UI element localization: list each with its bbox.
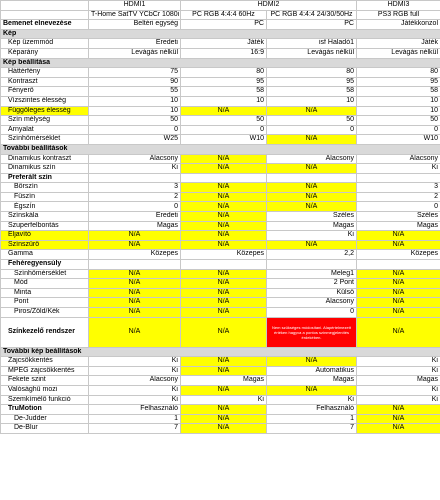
- value-cell: Ki: [89, 366, 181, 376]
- value-cell: N/A: [181, 405, 267, 415]
- table-row: [1, 106, 440, 116]
- value-cell: N/A: [181, 269, 267, 279]
- row-label: Gamma: [1, 250, 89, 260]
- value-cell: 10: [357, 106, 440, 116]
- value-cell: N/A: [357, 269, 440, 279]
- table-row: [1, 68, 440, 78]
- value-cell: [357, 260, 440, 270]
- value-cell: 50: [267, 116, 357, 126]
- value-cell: Ki: [89, 385, 181, 395]
- table-row: [1, 154, 440, 164]
- value-cell: Ki: [267, 231, 357, 241]
- row-label: Szín mélység: [1, 116, 89, 126]
- table-row: [1, 173, 440, 183]
- row-label: Fekete szint: [1, 376, 89, 386]
- value-cell: N/A: [181, 202, 267, 212]
- value-cell: W10: [357, 135, 440, 145]
- table-row: [1, 250, 440, 260]
- row-label: Valósághű mozi: [1, 385, 89, 395]
- value-cell: 95: [181, 77, 267, 87]
- value-cell: 3: [89, 183, 181, 193]
- value-cell: PC: [267, 20, 357, 30]
- value-cell: N/A: [357, 298, 440, 308]
- row-label: Fényerő: [1, 87, 89, 97]
- table-row: [1, 395, 440, 405]
- table-row: [1, 116, 440, 126]
- value-cell: 10: [181, 96, 267, 106]
- value-cell: N/A: [181, 414, 267, 424]
- row-label: Színhőmérséklet: [1, 269, 89, 279]
- value-cell: N/A: [357, 288, 440, 298]
- value-cell: N/A: [181, 366, 267, 376]
- subheader-cell-hdmi2-24hz: PC RGB 4:4:4 24/30/50Hz: [267, 10, 357, 20]
- value-cell: Ki: [89, 164, 181, 174]
- row-label: Szuperfelbontás: [1, 221, 89, 231]
- value-cell: Eredeti: [89, 39, 181, 49]
- value-cell: N/A: [181, 192, 267, 202]
- table-row: [1, 77, 440, 87]
- table-row: [1, 376, 440, 386]
- row-label: Színskála: [1, 212, 89, 222]
- value-cell: Játékkonzol: [357, 20, 440, 30]
- value-cell: N/A: [89, 288, 181, 298]
- value-cell: Ki: [267, 395, 357, 405]
- subheader-cell-hdmi2-60hz: PC RGB 4:4:4 60Hz: [181, 10, 267, 20]
- value-cell: N/A: [357, 424, 440, 434]
- header-cell-hdmi3: HDMI3: [357, 1, 440, 11]
- column-header-row: [1, 1, 440, 11]
- value-cell: N/A: [181, 288, 267, 298]
- value-cell: 2: [357, 192, 440, 202]
- value-cell: [267, 173, 357, 183]
- value-cell: N/A: [267, 357, 357, 367]
- value-cell: [181, 260, 267, 270]
- value-cell: N/A: [181, 317, 267, 347]
- header-cell-hdmi2: HDMI2: [181, 1, 357, 11]
- row-label: Kép üzemmód: [1, 39, 89, 49]
- value-cell: Alacsony: [89, 154, 181, 164]
- row-label: Fűszín: [1, 192, 89, 202]
- value-cell: 3: [357, 183, 440, 193]
- value-cell: W10: [181, 135, 267, 145]
- row-label: Kontraszt: [1, 77, 89, 87]
- value-cell: 1: [89, 414, 181, 424]
- table-row: [1, 20, 440, 30]
- value-cell: 90: [89, 77, 181, 87]
- value-cell: 7: [267, 424, 357, 434]
- value-cell: N/A: [267, 240, 357, 250]
- value-cell: N/A: [357, 414, 440, 424]
- table-row: [1, 96, 440, 106]
- row-label: Mód: [1, 279, 89, 289]
- value-cell: N/A: [181, 357, 267, 367]
- value-cell: [89, 173, 181, 183]
- value-cell: N/A: [181, 164, 267, 174]
- table-row: [1, 405, 440, 415]
- row-label: Bemenet elnevezése: [1, 20, 89, 30]
- row-label: Dinamikus szín: [1, 164, 89, 174]
- table-row: [1, 414, 440, 424]
- value-cell: 10: [89, 96, 181, 106]
- table-row: [1, 39, 440, 49]
- value-cell: N/A: [89, 298, 181, 308]
- value-cell: 2 Pont: [267, 279, 357, 289]
- row-label: Piros/Zöld/Kék: [1, 308, 89, 318]
- row-label: TruMotion: [1, 405, 89, 415]
- value-cell: Közepes: [89, 250, 181, 260]
- value-cell: N/A: [181, 212, 267, 222]
- value-cell: N/A: [181, 424, 267, 434]
- table-row: [1, 192, 440, 202]
- value-cell: N/A: [181, 231, 267, 241]
- value-cell: N/A: [89, 240, 181, 250]
- value-cell: 75: [89, 68, 181, 78]
- value-cell: Közepes: [357, 250, 440, 260]
- table-row: [1, 385, 440, 395]
- value-cell: N/A: [267, 135, 357, 145]
- value-cell: 95: [357, 77, 440, 87]
- value-cell: [267, 260, 357, 270]
- value-cell: 0: [357, 125, 440, 135]
- row-label: Árnyalat: [1, 125, 89, 135]
- value-cell: 58: [181, 87, 267, 97]
- value-cell: N/A: [267, 385, 357, 395]
- table-row: [1, 164, 440, 174]
- row-label: Háttérfény: [1, 68, 89, 78]
- value-cell: 50: [181, 116, 267, 126]
- value-cell: N/A: [267, 202, 357, 212]
- value-cell: 0: [267, 308, 357, 318]
- table-row: [1, 240, 440, 250]
- value-cell: N/A: [89, 231, 181, 241]
- header-cell-hdmi1: HDMI1: [89, 1, 181, 11]
- value-cell: Alacsony: [89, 376, 181, 386]
- table-row: [1, 298, 440, 308]
- value-cell: Ki: [89, 357, 181, 367]
- value-cell: N/A: [181, 279, 267, 289]
- value-cell: 0: [181, 125, 267, 135]
- row-label: Minta: [1, 288, 89, 298]
- value-cell: 58: [267, 87, 357, 97]
- table-row: [1, 87, 440, 97]
- value-cell: N/A: [181, 183, 267, 193]
- value-cell: N/A: [357, 405, 440, 415]
- table-row: [1, 288, 440, 298]
- value-cell: [357, 173, 440, 183]
- value-cell: Felhasználó: [267, 405, 357, 415]
- section-row: [1, 29, 440, 39]
- section-label: Kép beállítása: [1, 58, 440, 68]
- table-row: [1, 317, 440, 347]
- value-cell: N/A: [89, 269, 181, 279]
- value-cell: Alacsony: [267, 298, 357, 308]
- value-cell: W25: [89, 135, 181, 145]
- value-cell: Magas: [357, 376, 440, 386]
- table-row: [1, 357, 440, 367]
- value-cell: 95: [267, 77, 357, 87]
- row-label: Színhőmérséklet: [1, 135, 89, 145]
- value-cell: Automatikus: [267, 366, 357, 376]
- row-label: Éljavító: [1, 231, 89, 241]
- value-cell: PC: [181, 20, 267, 30]
- value-cell: 7: [89, 424, 181, 434]
- table-row: [1, 48, 440, 58]
- value-cell: 16:9: [181, 48, 267, 58]
- value-cell: Magas: [267, 221, 357, 231]
- table-row: [1, 308, 440, 318]
- value-cell: Levágás nélkül: [89, 48, 181, 58]
- value-cell: Ki: [89, 395, 181, 405]
- row-label: Pont: [1, 298, 89, 308]
- value-cell: 50: [357, 116, 440, 126]
- row-label: Égszín: [1, 202, 89, 212]
- subheader-row: [1, 10, 440, 20]
- value-cell: Ki: [357, 164, 440, 174]
- value-cell: Játék: [357, 39, 440, 49]
- value-cell: Széles: [357, 212, 440, 222]
- table-row: [1, 279, 440, 289]
- table-row: [1, 366, 440, 376]
- section-row: [1, 144, 440, 154]
- value-cell: N/A: [357, 231, 440, 241]
- table-row: [1, 424, 440, 434]
- value-cell: 0: [267, 125, 357, 135]
- value-cell: Magas: [357, 221, 440, 231]
- row-label: Bőrszín: [1, 183, 89, 193]
- row-label: Függőleges élesség: [1, 106, 89, 116]
- value-cell: [181, 173, 267, 183]
- subheader-cell-empty: [1, 10, 89, 20]
- value-cell: Közepes: [181, 250, 267, 260]
- value-cell: Széles: [267, 212, 357, 222]
- value-cell: N/A: [267, 192, 357, 202]
- row-label: MPEG zajcsökkentés: [1, 366, 89, 376]
- table-row: [1, 221, 440, 231]
- row-label: Zajcsökkentés: [1, 357, 89, 367]
- value-cell: N/A: [181, 221, 267, 231]
- value-cell: 0: [89, 202, 181, 212]
- value-cell: Meleg1: [267, 269, 357, 279]
- row-label: Dinamikus kontraszt: [1, 154, 89, 164]
- value-cell: 2: [89, 192, 181, 202]
- value-cell: 10: [357, 96, 440, 106]
- table-row: [1, 183, 440, 193]
- row-label: Vízszintes élesség: [1, 96, 89, 106]
- value-cell: Eredeti: [89, 212, 181, 222]
- value-cell: Magas: [267, 376, 357, 386]
- value-cell: N/A: [181, 154, 267, 164]
- table-row: [1, 202, 440, 212]
- row-label: Színkezelő rendszer: [1, 317, 89, 347]
- value-cell: N/A: [181, 240, 267, 250]
- row-label: De-Blur: [1, 424, 89, 434]
- value-cell: N/A: [267, 164, 357, 174]
- value-cell: Ki: [181, 395, 267, 405]
- row-label: Szemkímélő funkció: [1, 395, 89, 405]
- value-cell: 0: [89, 125, 181, 135]
- header-cell-empty: [1, 1, 89, 11]
- value-cell: N/A: [181, 385, 267, 395]
- settings-table-body: [1, 1, 440, 434]
- value-cell: 58: [357, 87, 440, 97]
- value-cell: Játék: [181, 39, 267, 49]
- row-label: De-Judder: [1, 414, 89, 424]
- value-cell: N/A: [267, 106, 357, 116]
- section-label: További beállítások: [1, 144, 440, 154]
- section-row: [1, 347, 440, 357]
- table-row: [1, 260, 440, 270]
- value-cell: Nem szükséges módosítani. Alapértelmezett értéken hagyva a pontos színmegjelenítés érdekében.: [267, 317, 357, 347]
- value-cell: N/A: [357, 317, 440, 347]
- section-label: További kép beállítások: [1, 347, 440, 357]
- value-cell: [89, 260, 181, 270]
- value-cell: Alacsony: [267, 154, 357, 164]
- row-label: Fehéregyensúly: [1, 260, 89, 270]
- value-cell: 50: [89, 116, 181, 126]
- value-cell: N/A: [89, 279, 181, 289]
- value-cell: Levágás nélkül: [267, 48, 357, 58]
- value-cell: Magas: [89, 221, 181, 231]
- section-row: [1, 58, 440, 68]
- value-cell: N/A: [181, 106, 267, 116]
- value-cell: Ki: [357, 357, 440, 367]
- section-label: Kép: [1, 29, 440, 39]
- subheader-cell-hdmi3: PS3 RGB full: [357, 10, 440, 20]
- value-cell: Alacsony: [357, 154, 440, 164]
- value-cell: 1: [267, 414, 357, 424]
- table-row: [1, 125, 440, 135]
- value-cell: Külső: [267, 288, 357, 298]
- value-cell: 10: [89, 106, 181, 116]
- value-cell: 80: [357, 68, 440, 78]
- row-label: Preferált szín: [1, 173, 89, 183]
- table-row: [1, 135, 440, 145]
- table-row: [1, 269, 440, 279]
- value-cell: isf Haladó1: [267, 39, 357, 49]
- value-cell: N/A: [357, 279, 440, 289]
- value-cell: 80: [267, 68, 357, 78]
- value-cell: Ki: [357, 385, 440, 395]
- value-cell: 80: [181, 68, 267, 78]
- value-cell: Levágás nélkül: [357, 48, 440, 58]
- value-cell: N/A: [357, 240, 440, 250]
- value-cell: Ki: [357, 366, 440, 376]
- row-label: Képarány: [1, 48, 89, 58]
- row-label: Színszűrő: [1, 240, 89, 250]
- value-cell: N/A: [181, 308, 267, 318]
- value-cell: 55: [89, 87, 181, 97]
- value-cell: Ki: [357, 395, 440, 405]
- value-cell: Magas: [181, 376, 267, 386]
- value-cell: 10: [267, 96, 357, 106]
- value-cell: Beltéri egység: [89, 20, 181, 30]
- value-cell: N/A: [89, 308, 181, 318]
- value-cell: N/A: [89, 317, 181, 347]
- value-cell: N/A: [357, 308, 440, 318]
- value-cell: 2,2: [267, 250, 357, 260]
- value-cell: N/A: [267, 183, 357, 193]
- table-row: [1, 231, 440, 241]
- value-cell: Felhasználó: [89, 405, 181, 415]
- value-cell: N/A: [181, 298, 267, 308]
- value-cell: 0: [357, 202, 440, 212]
- table-row: [1, 212, 440, 222]
- subheader-cell-hdmi1: T-Home SatTV YCbCr 1080i: [89, 10, 181, 20]
